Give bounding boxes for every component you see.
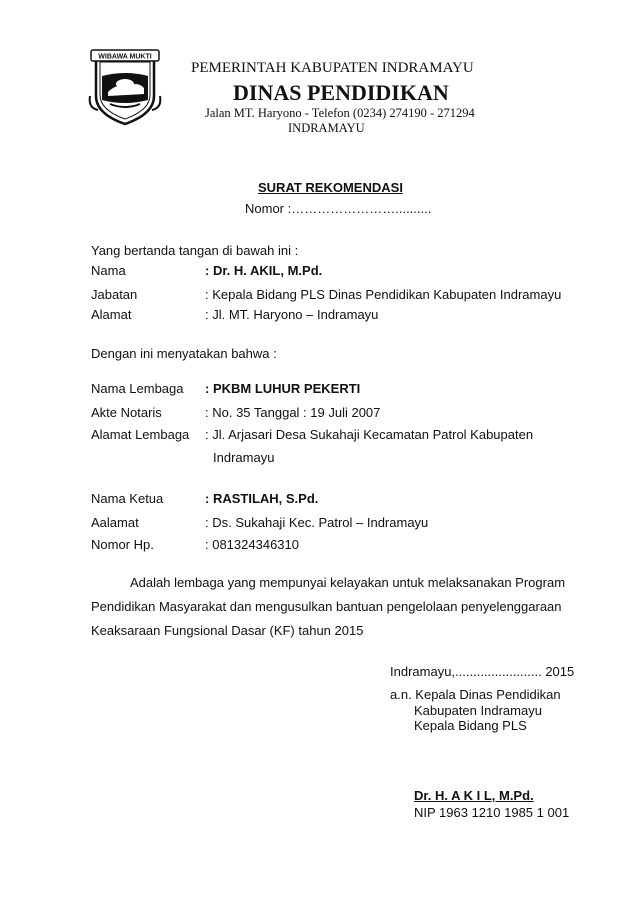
field-value: : Kepala Bidang PLS Dinas Pendidikan Kabupaten Indramayu	[205, 287, 562, 302]
field-value: : Dr. H. AKIL, M.Pd.	[205, 263, 323, 278]
field-label: Nama Ketua	[91, 491, 164, 506]
field-value: : No. 35 Tanggal : 19 Juli 2007	[205, 405, 381, 420]
letter-title: SURAT REKOMENDASI	[258, 180, 403, 195]
emblem-graphic	[88, 44, 162, 126]
regency-emblem	[88, 44, 162, 126]
body-line: Keaksaraan Fungsional Dasar (KF) tahun 2015	[91, 623, 364, 638]
office-address: Jalan MT. Haryono - Telefon (0234) 274190 - 271294	[205, 106, 475, 120]
statement-text: Dengan ini menyatakan bahwa :	[91, 346, 277, 361]
place-date: Indramayu,........................ 2015	[390, 664, 575, 679]
field-value: : PKBM LUHUR PEKERTI	[205, 381, 361, 396]
field-value: : Jl. Arjasari Desa Sukahaji Kecamatan Patrol Kabupaten	[205, 427, 534, 442]
signer-nip: NIP 1963 1210 1985 1 001	[414, 805, 570, 820]
closing-line: Kepala Bidang PLS	[414, 718, 527, 733]
field-label: Alamat Lembaga	[91, 427, 190, 442]
body-line: Adalah lembaga yang mempunyai kelayakan untuk melaksanakan Program	[130, 575, 566, 590]
field-label: Alamat	[91, 307, 132, 322]
field-value: : Ds. Sukahaji Kec. Patrol – Indramayu	[205, 515, 429, 530]
field-label: Nomor Hp.	[91, 537, 154, 552]
body-line: Pendidikan Masyarakat dan mengusulkan bantuan pengelolaan penyelenggaraan	[91, 599, 562, 614]
field-value: : RASTILAH, S.Pd.	[205, 491, 319, 506]
field-label: Aalamat	[91, 515, 139, 530]
field-value-continuation: Indramayu	[213, 450, 275, 465]
office-city: INDRAMAYU	[288, 121, 365, 135]
signer-name: Dr. H. A K I L, M.Pd.	[414, 788, 534, 803]
on-behalf-line: a.n. Kepala Dinas Pendidikan	[390, 687, 561, 702]
intro-text: Yang bertanda tangan di bawah ini :	[91, 243, 299, 258]
field-label: Akte Notaris	[91, 405, 162, 420]
letter-number: Nomor :……………………..........	[245, 201, 432, 216]
field-value: : Jl. MT. Haryono – Indramayu	[205, 307, 379, 322]
office-name: DINAS PENDIDIKAN	[233, 80, 449, 105]
field-label: Nama Lembaga	[91, 381, 184, 396]
government-name: PEMERINTAH KABUPATEN INDRAMAYU	[191, 60, 474, 76]
field-label: Jabatan	[91, 287, 138, 302]
field-label: Nama	[91, 263, 126, 278]
emblem-banner-text: WIBAWA MUKTI	[98, 53, 152, 61]
field-value: : 081324346310	[205, 537, 299, 552]
closing-line: Kabupaten Indramayu	[414, 703, 542, 718]
